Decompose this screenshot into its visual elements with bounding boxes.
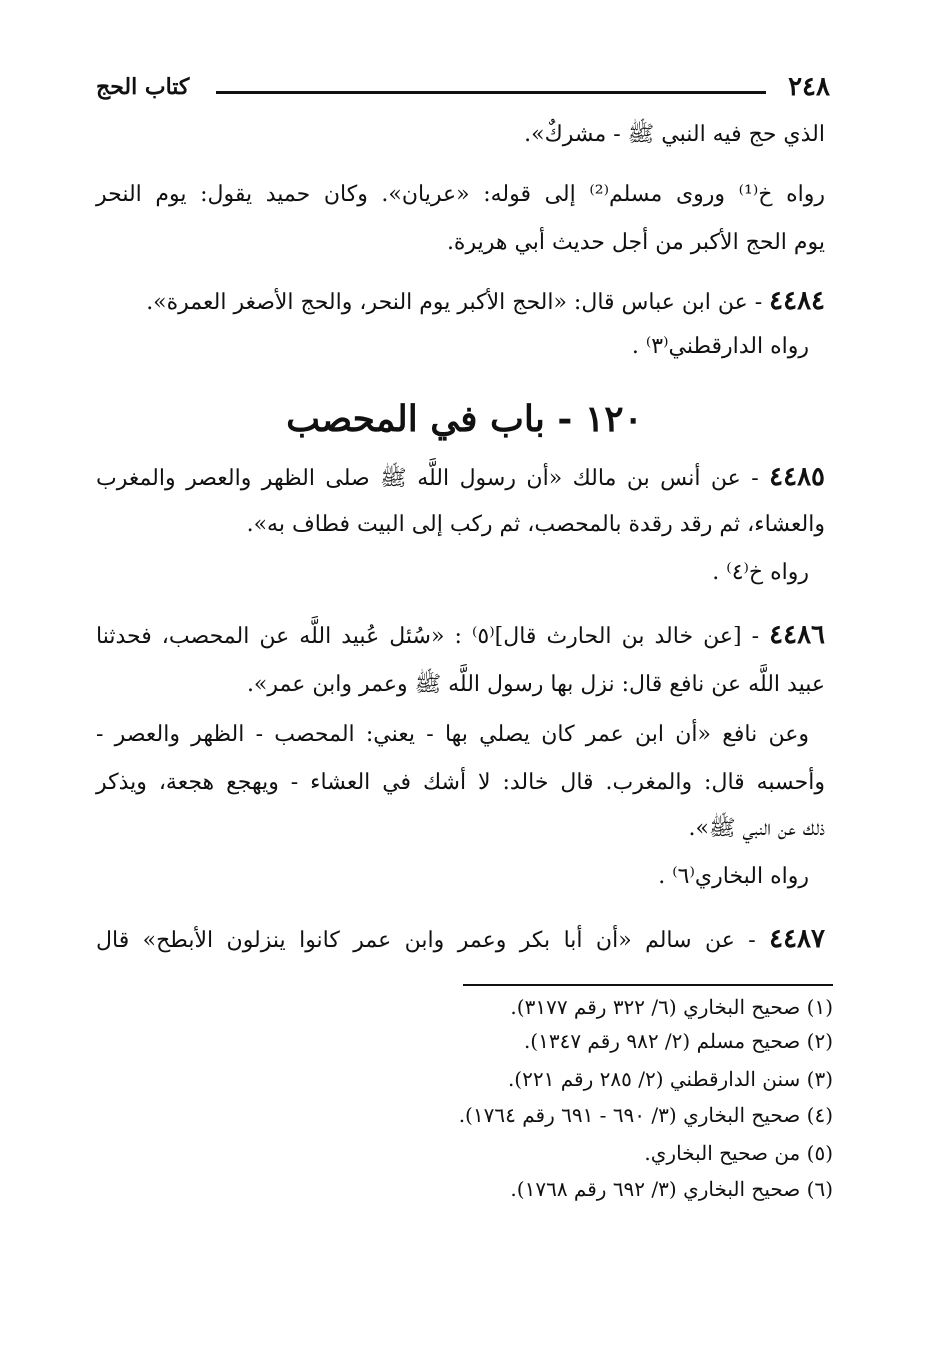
text-line: يوم الحج الأكبر من أجل حديث أبي هريرة.	[446, 230, 825, 255]
text-line: ذلك عن النبي ﷺ».	[688, 816, 825, 841]
book-title: كتاب الحج	[96, 74, 190, 100]
section-heading: ١٢٠ - باب في المحصب	[286, 398, 643, 440]
hadith-text: - عن أنس بن مالك «أن رسول اللَّه ﷺ صلى الظهر والعصر والمغرب	[96, 466, 759, 491]
hadith-number: ٤٤٨٥	[769, 462, 825, 492]
footnote-rule	[463, 984, 833, 986]
text-line: رواه خ⁽¹⁾ وروى مسلم⁽²⁾ إلى قوله: «عريان». وكان حميد يقول: يوم النحر	[96, 182, 825, 207]
text-line: والعشاء، ثم رقد رقدة بالمحصب، ثم ركب إلى البيت فطاف به».	[246, 512, 825, 537]
hadith-4486	[96, 618, 825, 654]
footnote-4: (٤) صحيح البخاري (٣/ ٦٩٠ - ٦٩١ رقم ١٧٦٤).	[458, 1103, 833, 1127]
text-line: رواه الدارقطني⁽٣⁾ .	[631, 334, 809, 359]
text-line: وعن نافع «أن ابن عمر كان يصلي بها - يعني: المحصب - الظهر والعصر -	[96, 722, 809, 747]
footnote-1: (١) صحيح البخاري (٦/ ٣٢٢ رقم ٣١٧٧).	[510, 995, 833, 1019]
hadith-text: - عن سالم «أن أبا بكر وعمر وابن عمر كانوا ينزلون الأبطح» قال	[96, 928, 756, 953]
hadith-4487	[96, 922, 825, 958]
hadith-number: ٤٤٨٧	[769, 924, 825, 954]
hadith-4484	[96, 284, 825, 320]
page-number: ٢٤٨	[788, 72, 830, 102]
text-line: الذي حج فيه النبي ﷺ - مشركٌ».	[524, 122, 825, 147]
hadith-text: - [عن خالد بن الحارث قال]⁽٥⁾ : «سُئل عُبيد اللَّه عن المحصب، فحدثنا	[96, 624, 760, 649]
footnote-5: (٥) من صحيح البخاري.	[644, 1141, 833, 1165]
text-line: وأحسبه قال: والمغرب. قال خالد: لا أشك في العشاء - ويهجع هجعة، ويذكر	[96, 770, 825, 795]
footnote-3: (٣) سنن الدارقطني (٢/ ٢٨٥ رقم ٢٢١).	[507, 1067, 833, 1091]
text-line: عبيد اللَّه عن نافع قال: نزل بها رسول اللَّه ﷺ وعمر وابن عمر».	[246, 672, 825, 697]
text-line: رواه خ⁽٤⁾ .	[712, 560, 809, 585]
footnote-2: (٢) صحيح مسلم (٢/ ٩٨٢ رقم ١٣٤٧).	[523, 1029, 833, 1053]
footnote-6: (٦) صحيح البخاري (٣/ ٦٩٢ رقم ١٧٦٨).	[510, 1177, 833, 1201]
text-line: رواه البخاري⁽٦⁾ .	[658, 864, 809, 889]
hadith-4485	[96, 460, 825, 496]
hadith-number: ٤٤٨٤	[769, 286, 825, 316]
header-rule	[216, 91, 766, 94]
page-header	[96, 72, 830, 108]
hadith-text: - عن ابن عباس قال: «الحج الأكبر يوم النحر، والحج الأصغر العمرة».	[146, 290, 763, 315]
hadith-number: ٤٤٨٦	[769, 620, 825, 650]
